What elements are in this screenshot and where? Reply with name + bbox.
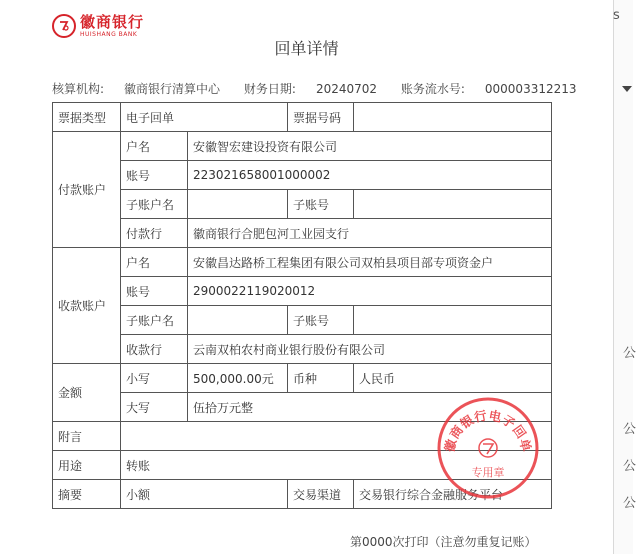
payee-account-label: 账号	[121, 277, 188, 306]
org-value: 徽商银行清算中心	[124, 82, 221, 96]
payer-name-label: 户名	[121, 132, 188, 161]
table-row	[53, 219, 552, 248]
table-row	[53, 103, 552, 132]
bank-name-cn: 徽商银行	[80, 12, 145, 31]
payer-sub-name-label: 子账户名	[121, 190, 188, 219]
stamp-logo-icon	[479, 439, 497, 457]
svg-text:徽商银行电子回单	[442, 408, 535, 454]
electronic-receipt-stamp	[436, 396, 540, 500]
table-row	[53, 335, 552, 364]
table-row	[53, 132, 552, 161]
number-value	[354, 103, 552, 132]
bank-name-en: HUISHANG BANK	[80, 30, 138, 38]
payer-section-label: 付款账户	[53, 132, 121, 248]
table-row	[53, 306, 552, 335]
amount-section-label: 金额	[53, 364, 121, 422]
background-page-edge	[613, 0, 636, 554]
amount-small-value: 500,000.00元	[188, 364, 288, 393]
amount-small-label: 小写	[121, 364, 188, 393]
payee-sub-account-value	[354, 306, 552, 335]
stamp-arc-text: 徽商银行电子回单	[441, 407, 535, 454]
channel-label: 交易渠道	[288, 480, 354, 509]
bank-logo	[52, 14, 144, 38]
payer-sub-account-value	[354, 190, 552, 219]
bg-text: 公	[623, 459, 636, 474]
org-label: 核算机构:	[52, 82, 105, 96]
page-title: 回单详情	[274, 39, 339, 58]
payer-account-value: 223021658001000002	[188, 161, 552, 190]
payer-account-label: 账号	[121, 161, 188, 190]
table-row	[53, 277, 552, 306]
currency-value: 人民币	[354, 364, 552, 393]
type-value: 电子回单	[121, 103, 288, 132]
bg-text: s	[613, 8, 620, 23]
date-label: 财务日期:	[243, 82, 296, 96]
table-row	[53, 364, 552, 393]
serial-value: 000003312213	[484, 82, 577, 96]
channel-value: 交易银行综合金融服务平台	[354, 480, 552, 509]
payee-sub-name-value	[188, 306, 288, 335]
bg-text: 公	[623, 346, 636, 361]
receipt-meta	[52, 80, 597, 97]
payee-bank-value: 云南双柏农村商业银行股份有限公司	[188, 335, 552, 364]
purpose-value: 转账	[121, 451, 552, 480]
type-label: 票据类型	[53, 103, 121, 132]
payer-name-value: 安徽智宏建设投资有限公司	[188, 132, 552, 161]
print-count-note: 第0000次打印（注意勿重复记账）	[350, 535, 537, 549]
payee-sub-name-label: 子账户名	[121, 306, 188, 335]
payer-sub-name-value	[188, 190, 288, 219]
postscript-label: 附言	[53, 422, 121, 451]
summary-value: 小额	[121, 480, 288, 509]
number-label: 票据号码	[288, 103, 354, 132]
table-row	[53, 190, 552, 219]
date-value: 20240702	[315, 82, 378, 96]
currency-label: 币种	[288, 364, 354, 393]
amount-big-label: 大写	[121, 393, 188, 422]
bg-text: 公	[623, 496, 636, 511]
purpose-label: 用途	[53, 451, 121, 480]
bank-logo-icon	[52, 14, 76, 38]
dropdown-arrow-icon[interactable]	[622, 86, 632, 92]
payee-name-value: 安徽昌达路桥工程集团有限公司双柏县项目部专项资金户	[188, 248, 552, 277]
payer-bank-value: 徽商银行合肥包河工业园支行	[188, 219, 552, 248]
payee-account-value: 2900022119020012	[188, 277, 552, 306]
payer-bank-label: 付款行	[121, 219, 188, 248]
bg-text: 公	[623, 422, 636, 437]
table-row	[53, 248, 552, 277]
payee-name-label: 户名	[121, 248, 188, 277]
stamp-center-text: 专用章	[471, 466, 505, 479]
table-row	[53, 161, 552, 190]
payee-section-label: 收款账户	[53, 248, 121, 364]
payer-sub-account-label: 子账号	[288, 190, 354, 219]
serial-label: 账务流水号:	[400, 82, 465, 96]
payee-sub-account-label: 子账号	[288, 306, 354, 335]
amount-big-value: 伍拾万元整	[188, 393, 552, 422]
summary-label: 摘要	[53, 480, 121, 509]
payee-bank-label: 收款行	[121, 335, 188, 364]
